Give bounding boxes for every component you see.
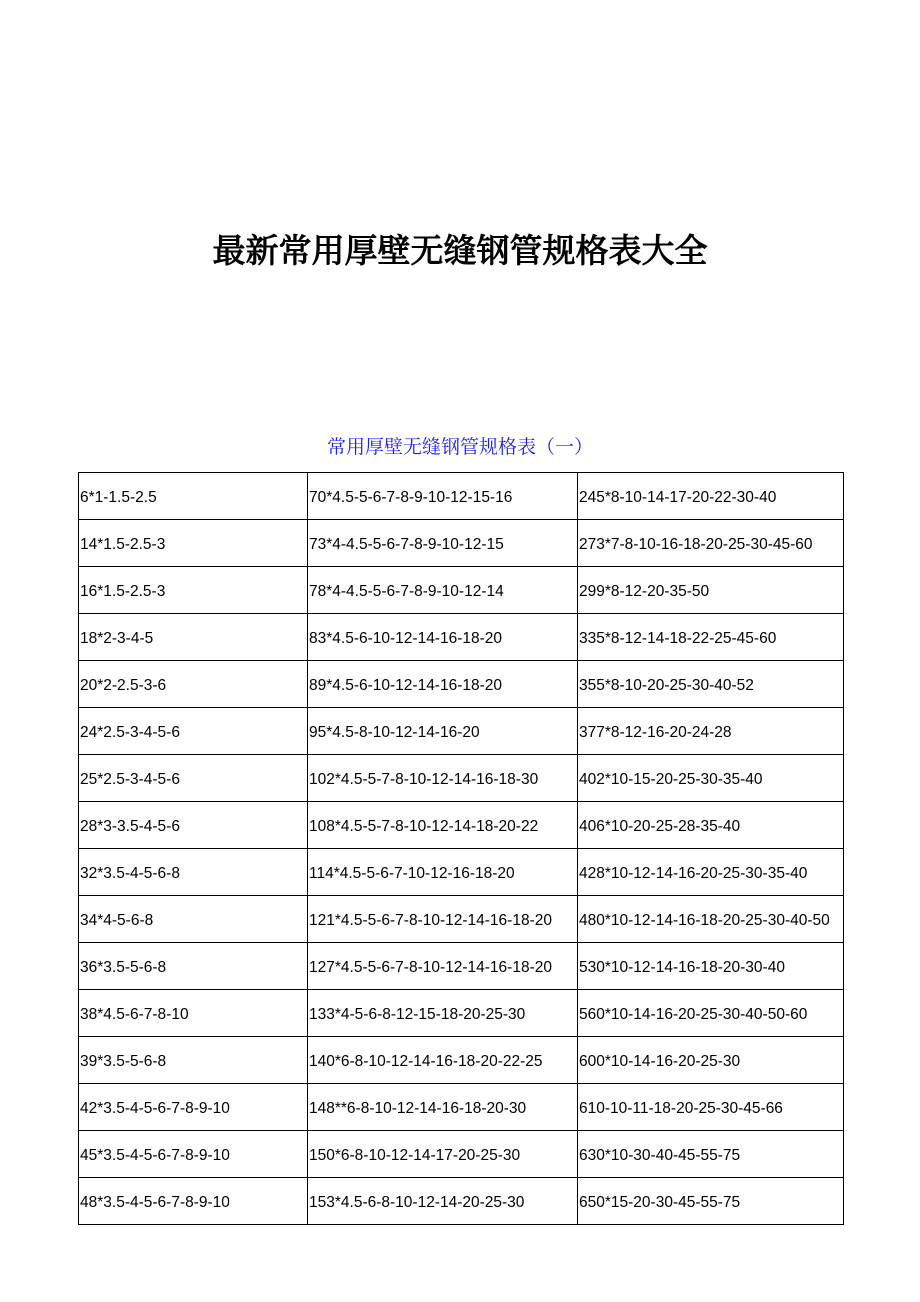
table-cell: 355*8-10-20-25-30-40-52 bbox=[578, 661, 844, 708]
table-cell: 150*6-8-10-12-14-17-20-25-30 bbox=[308, 1131, 578, 1178]
table-row bbox=[79, 896, 844, 943]
table-cell: 108*4.5-5-7-8-10-12-14-18-20-22 bbox=[308, 802, 578, 849]
table-cell: 28*3-3.5-4-5-6 bbox=[79, 802, 308, 849]
table-cell: 402*10-15-20-25-30-35-40 bbox=[578, 755, 844, 802]
table-cell: 16*1.5-2.5-3 bbox=[79, 567, 308, 614]
table-row bbox=[79, 1084, 844, 1131]
table-row bbox=[79, 755, 844, 802]
table-cell: 70*4.5-5-6-7-8-9-10-12-15-16 bbox=[308, 473, 578, 520]
table-cell: 83*4.5-6-10-12-14-16-18-20 bbox=[308, 614, 578, 661]
table-row bbox=[79, 567, 844, 614]
table-row bbox=[79, 708, 844, 755]
page-title: 最新常用厚壁无缝钢管规格表大全 bbox=[212, 231, 708, 270]
table-row bbox=[79, 473, 844, 520]
table-cell: 39*3.5-5-6-8 bbox=[79, 1037, 308, 1084]
table-cell: 273*7-8-10-16-18-20-25-30-45-60 bbox=[578, 520, 844, 567]
table-cell: 34*4-5-6-8 bbox=[79, 896, 308, 943]
table-cell: 153*4.5-6-8-10-12-14-20-25-30 bbox=[308, 1178, 578, 1225]
table-cell: 480*10-12-14-16-18-20-25-30-40-50 bbox=[578, 896, 844, 943]
table-cell: 127*4.5-5-6-7-8-10-12-14-16-18-20 bbox=[308, 943, 578, 990]
table-cell: 530*10-12-14-16-18-20-30-40 bbox=[578, 943, 844, 990]
table-row bbox=[79, 1131, 844, 1178]
table-row bbox=[79, 614, 844, 661]
table-cell: 148**6-8-10-12-14-16-18-20-30 bbox=[308, 1084, 578, 1131]
table-cell: 102*4.5-5-7-8-10-12-14-16-18-30 bbox=[308, 755, 578, 802]
table-cell: 650*15-20-30-45-55-75 bbox=[578, 1178, 844, 1225]
table-cell: 73*4-4.5-5-6-7-8-9-10-12-15 bbox=[308, 520, 578, 567]
table-row bbox=[79, 943, 844, 990]
table-cell: 140*6-8-10-12-14-16-18-20-22-25 bbox=[308, 1037, 578, 1084]
table-cell: 428*10-12-14-16-20-25-30-35-40 bbox=[578, 849, 844, 896]
table-row bbox=[79, 520, 844, 567]
table-cell: 78*4-4.5-5-6-7-8-9-10-12-14 bbox=[308, 567, 578, 614]
table-cell: 121*4.5-5-6-7-8-10-12-14-16-18-20 bbox=[308, 896, 578, 943]
table-cell: 25*2.5-3-4-5-6 bbox=[79, 755, 308, 802]
table-cell: 406*10-20-25-28-35-40 bbox=[578, 802, 844, 849]
table-row bbox=[79, 661, 844, 708]
table-row bbox=[79, 849, 844, 896]
table-cell: 32*3.5-4-5-6-8 bbox=[79, 849, 308, 896]
table-cell: 377*8-12-16-20-24-28 bbox=[578, 708, 844, 755]
table-cell: 610-10-11-18-20-25-30-45-66 bbox=[578, 1084, 844, 1131]
table-cell: 36*3.5-5-6-8 bbox=[79, 943, 308, 990]
table-cell: 560*10-14-16-20-25-30-40-50-60 bbox=[578, 990, 844, 1037]
table-cell: 600*10-14-16-20-25-30 bbox=[578, 1037, 844, 1084]
table-row bbox=[79, 1037, 844, 1084]
table-cell: 18*2-3-4-5 bbox=[79, 614, 308, 661]
table-cell: 335*8-12-14-18-22-25-45-60 bbox=[578, 614, 844, 661]
table-row bbox=[79, 802, 844, 849]
table-cell: 48*3.5-4-5-6-7-8-9-10 bbox=[79, 1178, 308, 1225]
table-cell: 6*1-1.5-2.5 bbox=[79, 473, 308, 520]
table-row bbox=[79, 990, 844, 1037]
table-cell: 24*2.5-3-4-5-6 bbox=[79, 708, 308, 755]
table-row bbox=[79, 1178, 844, 1225]
spec-table bbox=[78, 472, 844, 1225]
table-cell: 114*4.5-5-6-7-10-12-16-18-20 bbox=[308, 849, 578, 896]
table-cell: 245*8-10-14-17-20-22-30-40 bbox=[578, 473, 844, 520]
table-cell: 133*4-5-6-8-12-15-18-20-25-30 bbox=[308, 990, 578, 1037]
table-cell: 95*4.5-8-10-12-14-16-20 bbox=[308, 708, 578, 755]
table-caption: 常用厚壁无缝钢管规格表（一） bbox=[326, 436, 593, 458]
table-cell: 45*3.5-4-5-6-7-8-9-10 bbox=[79, 1131, 308, 1178]
spec-table-body bbox=[79, 473, 844, 1225]
table-cell: 38*4.5-6-7-8-10 bbox=[79, 990, 308, 1037]
table-cell: 14*1.5-2.5-3 bbox=[79, 520, 308, 567]
table-cell: 630*10-30-40-45-55-75 bbox=[578, 1131, 844, 1178]
table-cell: 42*3.5-4-5-6-7-8-9-10 bbox=[79, 1084, 308, 1131]
table-cell: 89*4.5-6-10-12-14-16-18-20 bbox=[308, 661, 578, 708]
table-cell: 299*8-12-20-35-50 bbox=[578, 567, 844, 614]
table-cell: 20*2-2.5-3-6 bbox=[79, 661, 308, 708]
